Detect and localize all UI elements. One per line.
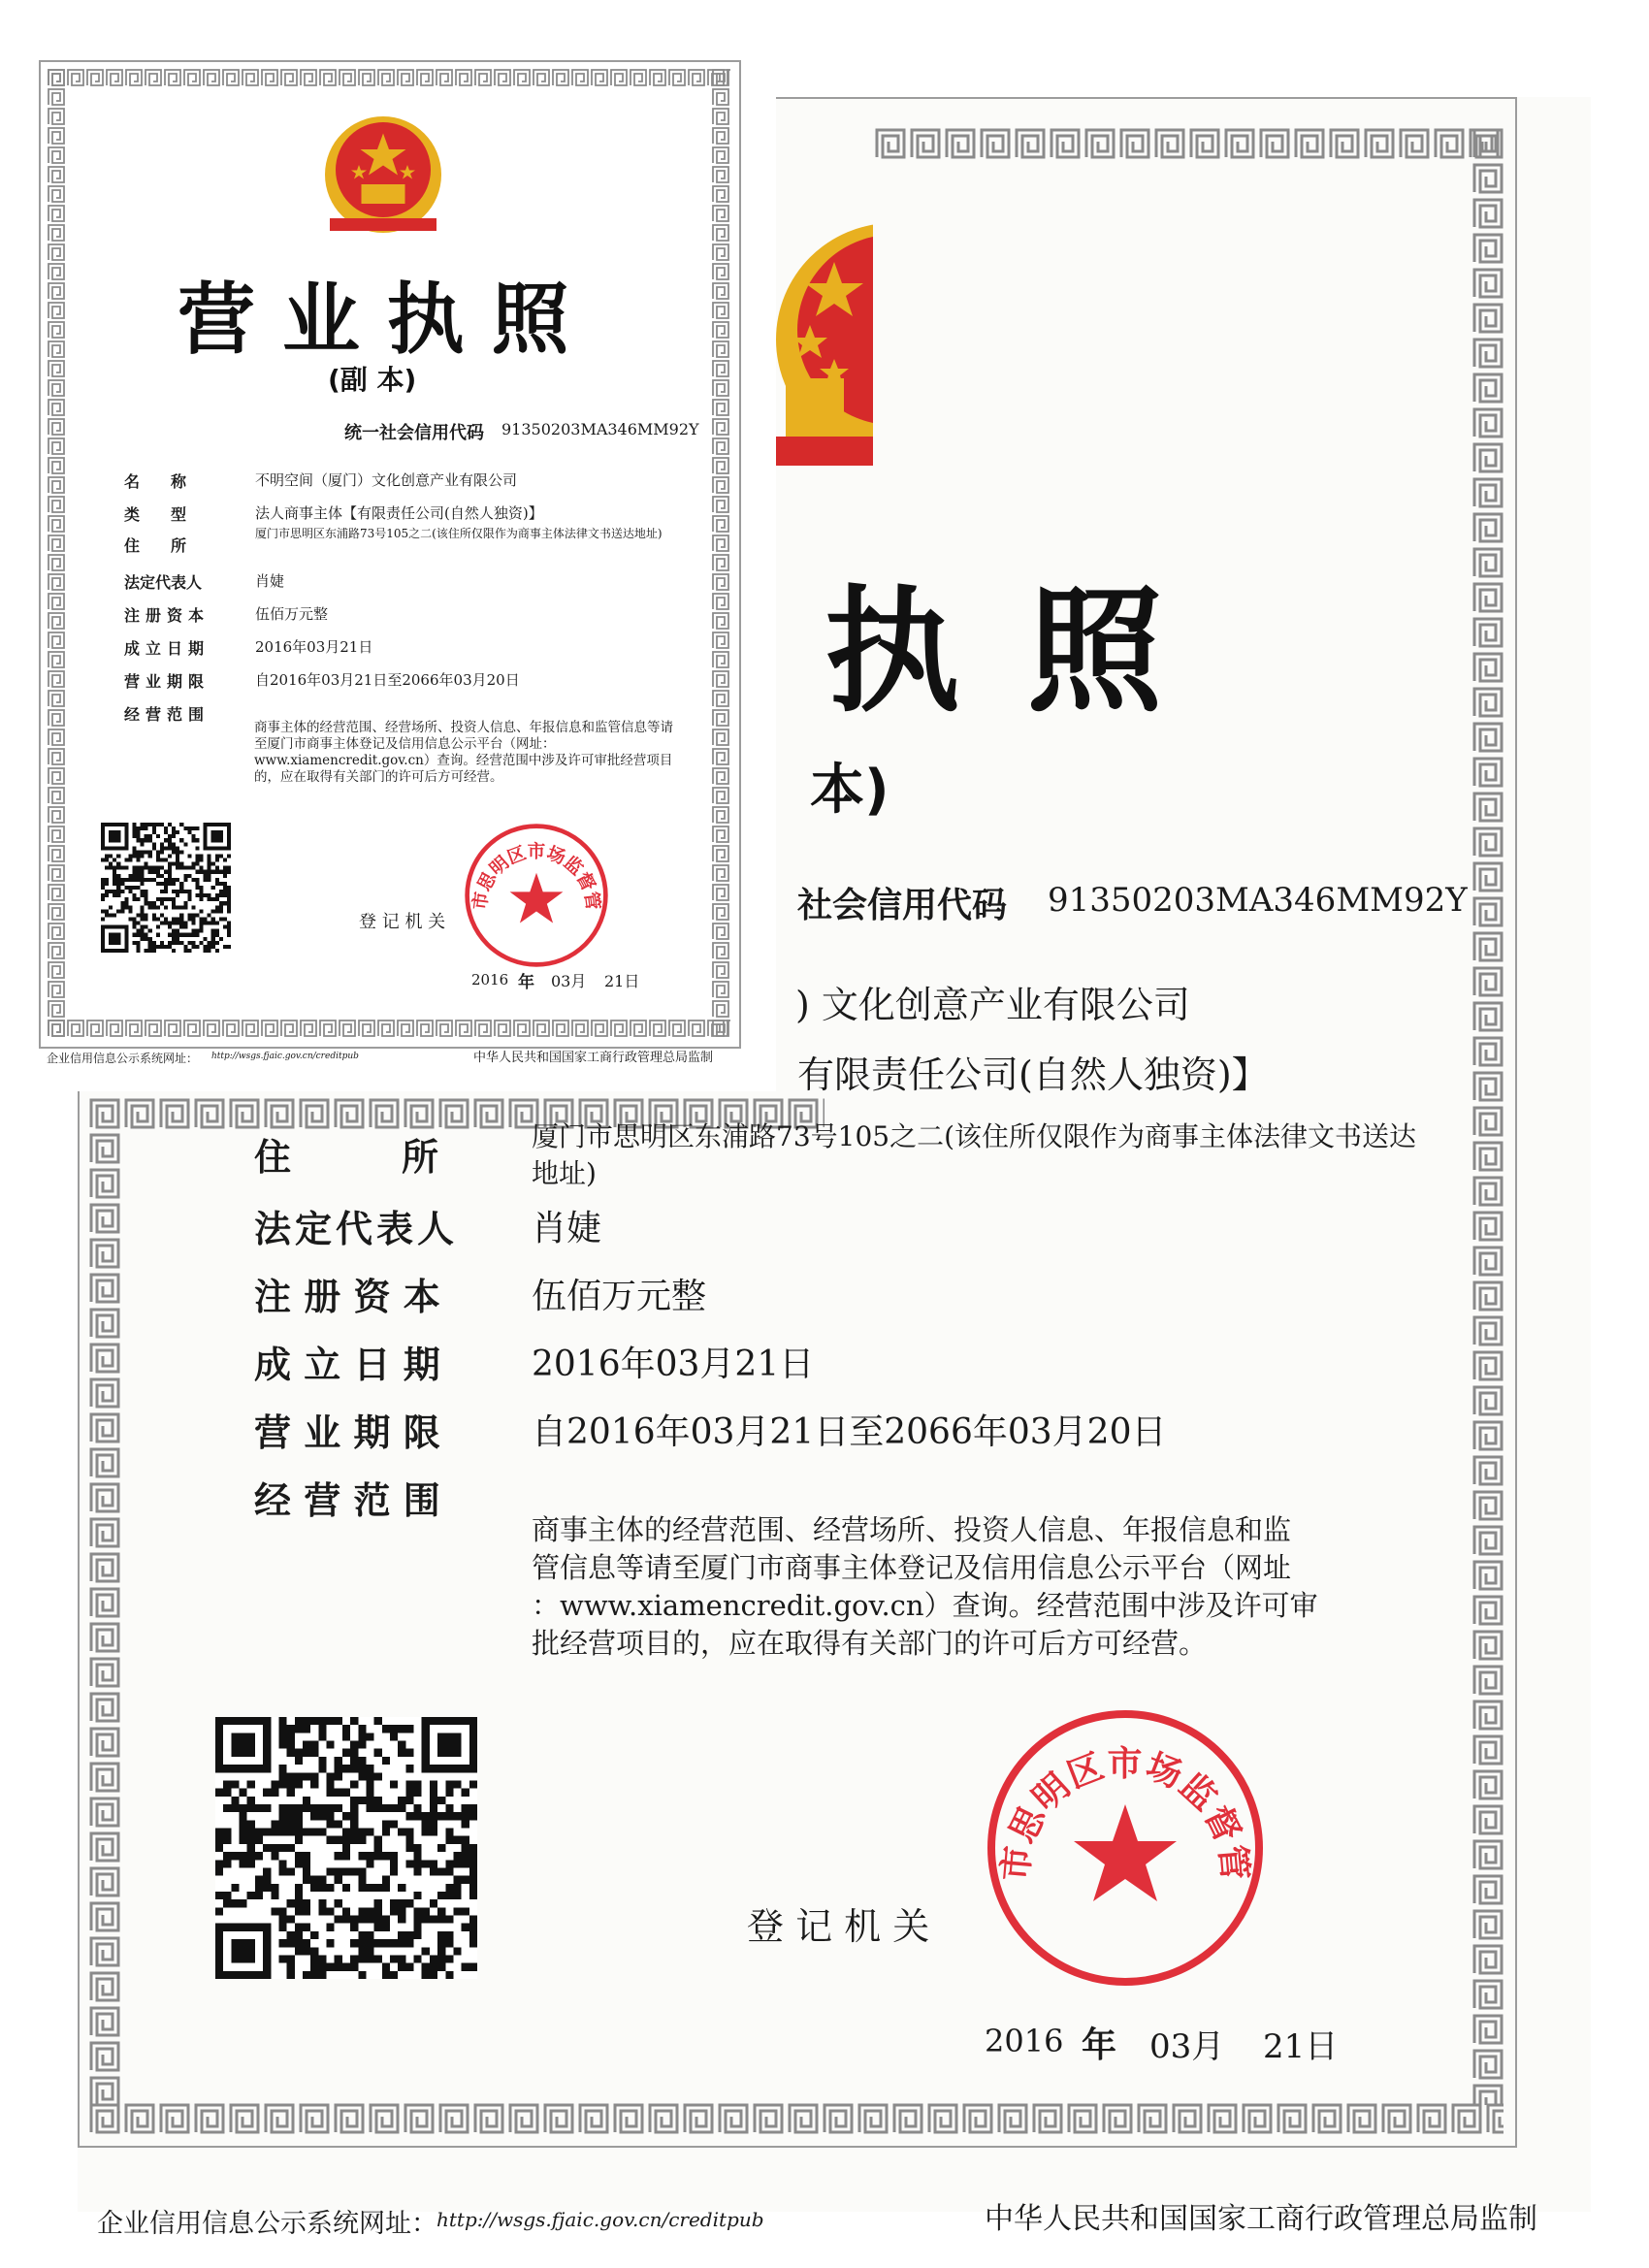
small-footer-left: 企业信用信息公示系统网址： — [47, 1052, 199, 1065]
large-border-top — [873, 126, 1504, 161]
qr-code-small — [101, 823, 231, 953]
large-term-value: 自2016年03月21日至2066年03月20日 — [532, 1412, 1167, 1452]
small-subtitle: (副 本) — [328, 364, 417, 396]
small-field-value: 法人商事主体【有限责任公司(自然人独资)】 — [255, 504, 543, 522]
small-border-top — [47, 68, 730, 87]
large-capital-value: 伍佰万元整 — [532, 1277, 707, 1316]
large-subtitle: 本) — [810, 759, 889, 822]
large-type-value: 有限责任公司(自然人独资)】 — [797, 1053, 1269, 1096]
large-address-value: 厦门市思明区东浦路73号105之二(该住所仅限作为商事主体法律文书送达 — [532, 1120, 1416, 1152]
small-border-right — [711, 68, 730, 1038]
small-field-label: 名 称 — [124, 472, 187, 491]
large-founded-label: 成 立 日 期 — [254, 1344, 440, 1386]
small-footer-url: http://wsgs.fjaic.gov.cn/creditpub — [211, 1052, 359, 1061]
large-name-value: ) 文化创意产业有限公司 — [795, 984, 1190, 1026]
small-field-label: 法定代表人 — [124, 573, 203, 592]
small-date-month: 03月 — [551, 972, 587, 990]
qr-code-large — [215, 1717, 477, 1979]
large-footer-url: http://wsgs.fjaic.gov.cn/creditpub — [436, 2208, 764, 2231]
national-emblem-small — [320, 112, 446, 238]
small-field-value: 伍佰万元整 — [255, 605, 329, 623]
large-scope-line: 批经营项目的，应在取得有关部门的许可后方可经营。 — [532, 1627, 1208, 1660]
small-field-value: 2016年03月21日 — [255, 638, 373, 656]
large-border-right — [1471, 126, 1505, 2105]
seal-text-large: 市思明区市场监督管 — [995, 1744, 1255, 1883]
large-footer-right: 中华人民共和国国家工商行政管理总局监制 — [985, 2202, 1537, 2236]
large-border-left — [87, 1096, 122, 2105]
large-credit-code: 91350203MA346MM92Y — [1048, 881, 1468, 920]
large-founded-value: 2016年03月21日 — [532, 1345, 815, 1384]
small-date-year: 2016 — [471, 971, 509, 988]
small-title: 营 业 执 照 — [178, 275, 569, 365]
small-authority-label: 登 记 机 关 — [359, 912, 446, 932]
small-date-year-unit: 年 — [518, 973, 534, 992]
small-field-label: 注册资本 — [124, 606, 210, 625]
large-rep-label: 法定代表人 — [254, 1208, 459, 1250]
small-field-label: 营业期限 — [124, 672, 210, 691]
small-footer-right: 中华人民共和国国家工商行政管理总局监制 — [473, 1051, 714, 1065]
small-field-label: 经营范围 — [124, 705, 210, 724]
official-seal-large — [985, 1707, 1266, 1989]
large-border-bottom — [87, 2101, 1504, 2136]
large-capital-label: 注 册 资 本 — [254, 1276, 440, 1318]
large-scope-label: 经 营 范 围 — [254, 1479, 440, 1522]
small-date-day: 21日 — [604, 972, 640, 990]
small-field-value: 肖婕 — [255, 572, 285, 590]
large-term-label: 营 业 期 限 — [254, 1411, 440, 1454]
seal-text-small: 市思明区市场监督管 — [469, 842, 603, 912]
large-authority-label: 登 记 机 关 — [747, 1905, 930, 1948]
large-credit-label: 社会信用代码 — [797, 886, 1008, 925]
large-address-value-2: 地址) — [532, 1157, 597, 1189]
large-date-month: 03月 — [1149, 2027, 1225, 2066]
large-date-year-unit: 年 — [1082, 2025, 1117, 2065]
small-border-bottom — [47, 1019, 730, 1038]
small-field-value: 自2016年03月21日至2066年03月20日 — [255, 671, 520, 689]
large-scope-line: ：www.xiamencredit.gov.cn）查询。经营范围中涉及许可审 — [532, 1589, 1318, 1622]
large-date-day: 21日 — [1263, 2027, 1339, 2066]
small-credit-code: 91350203MA346MM92Y — [501, 420, 699, 438]
large-footer-left: 企业信用信息公示系统网址： — [97, 2209, 437, 2239]
large-address-label: 住 所 — [254, 1136, 439, 1179]
small-field-value: 不明空间（厦门）文化创意产业有限公司 — [255, 471, 518, 489]
national-emblem-large — [766, 213, 873, 504]
small-field-value: 厦门市思明区东浦路73号105之二(该住所仅限作为商事主体法律文书送达地址) — [255, 527, 663, 540]
small-border-left — [47, 68, 66, 1038]
official-seal-small — [464, 823, 609, 968]
large-scope-line: 商事主体的经营范围、经营场所、投资人信息、年报信息和监 — [532, 1513, 1292, 1546]
large-scope-line: 管信息等请至厦门市商事主体登记及信用信息公示平台（网址 — [532, 1551, 1292, 1584]
large-scope-text — [532, 1511, 1405, 1663]
small-credit-label: 统一社会信用代码 — [344, 423, 484, 443]
small-field-label: 住 所 — [124, 536, 187, 555]
small-scope-text: 商事主体的经营范围、经营场所、投资人信息、年报信息和监管信息等请至厦门市商事主体登记及信用信息公示平台（网址：www.xiamencredit.gov.cn）查询。经营范围中涉及许可审批经营项目的，应在取得有关部门的许可后方可经营。 — [254, 720, 673, 785]
large-date-year: 2016 — [985, 2023, 1064, 2059]
small-field-label: 类 型 — [124, 505, 187, 524]
large-title: 执 照 — [824, 573, 1173, 731]
small-field-label: 成立日期 — [124, 639, 210, 658]
large-rep-value: 肖婕 — [532, 1209, 602, 1248]
